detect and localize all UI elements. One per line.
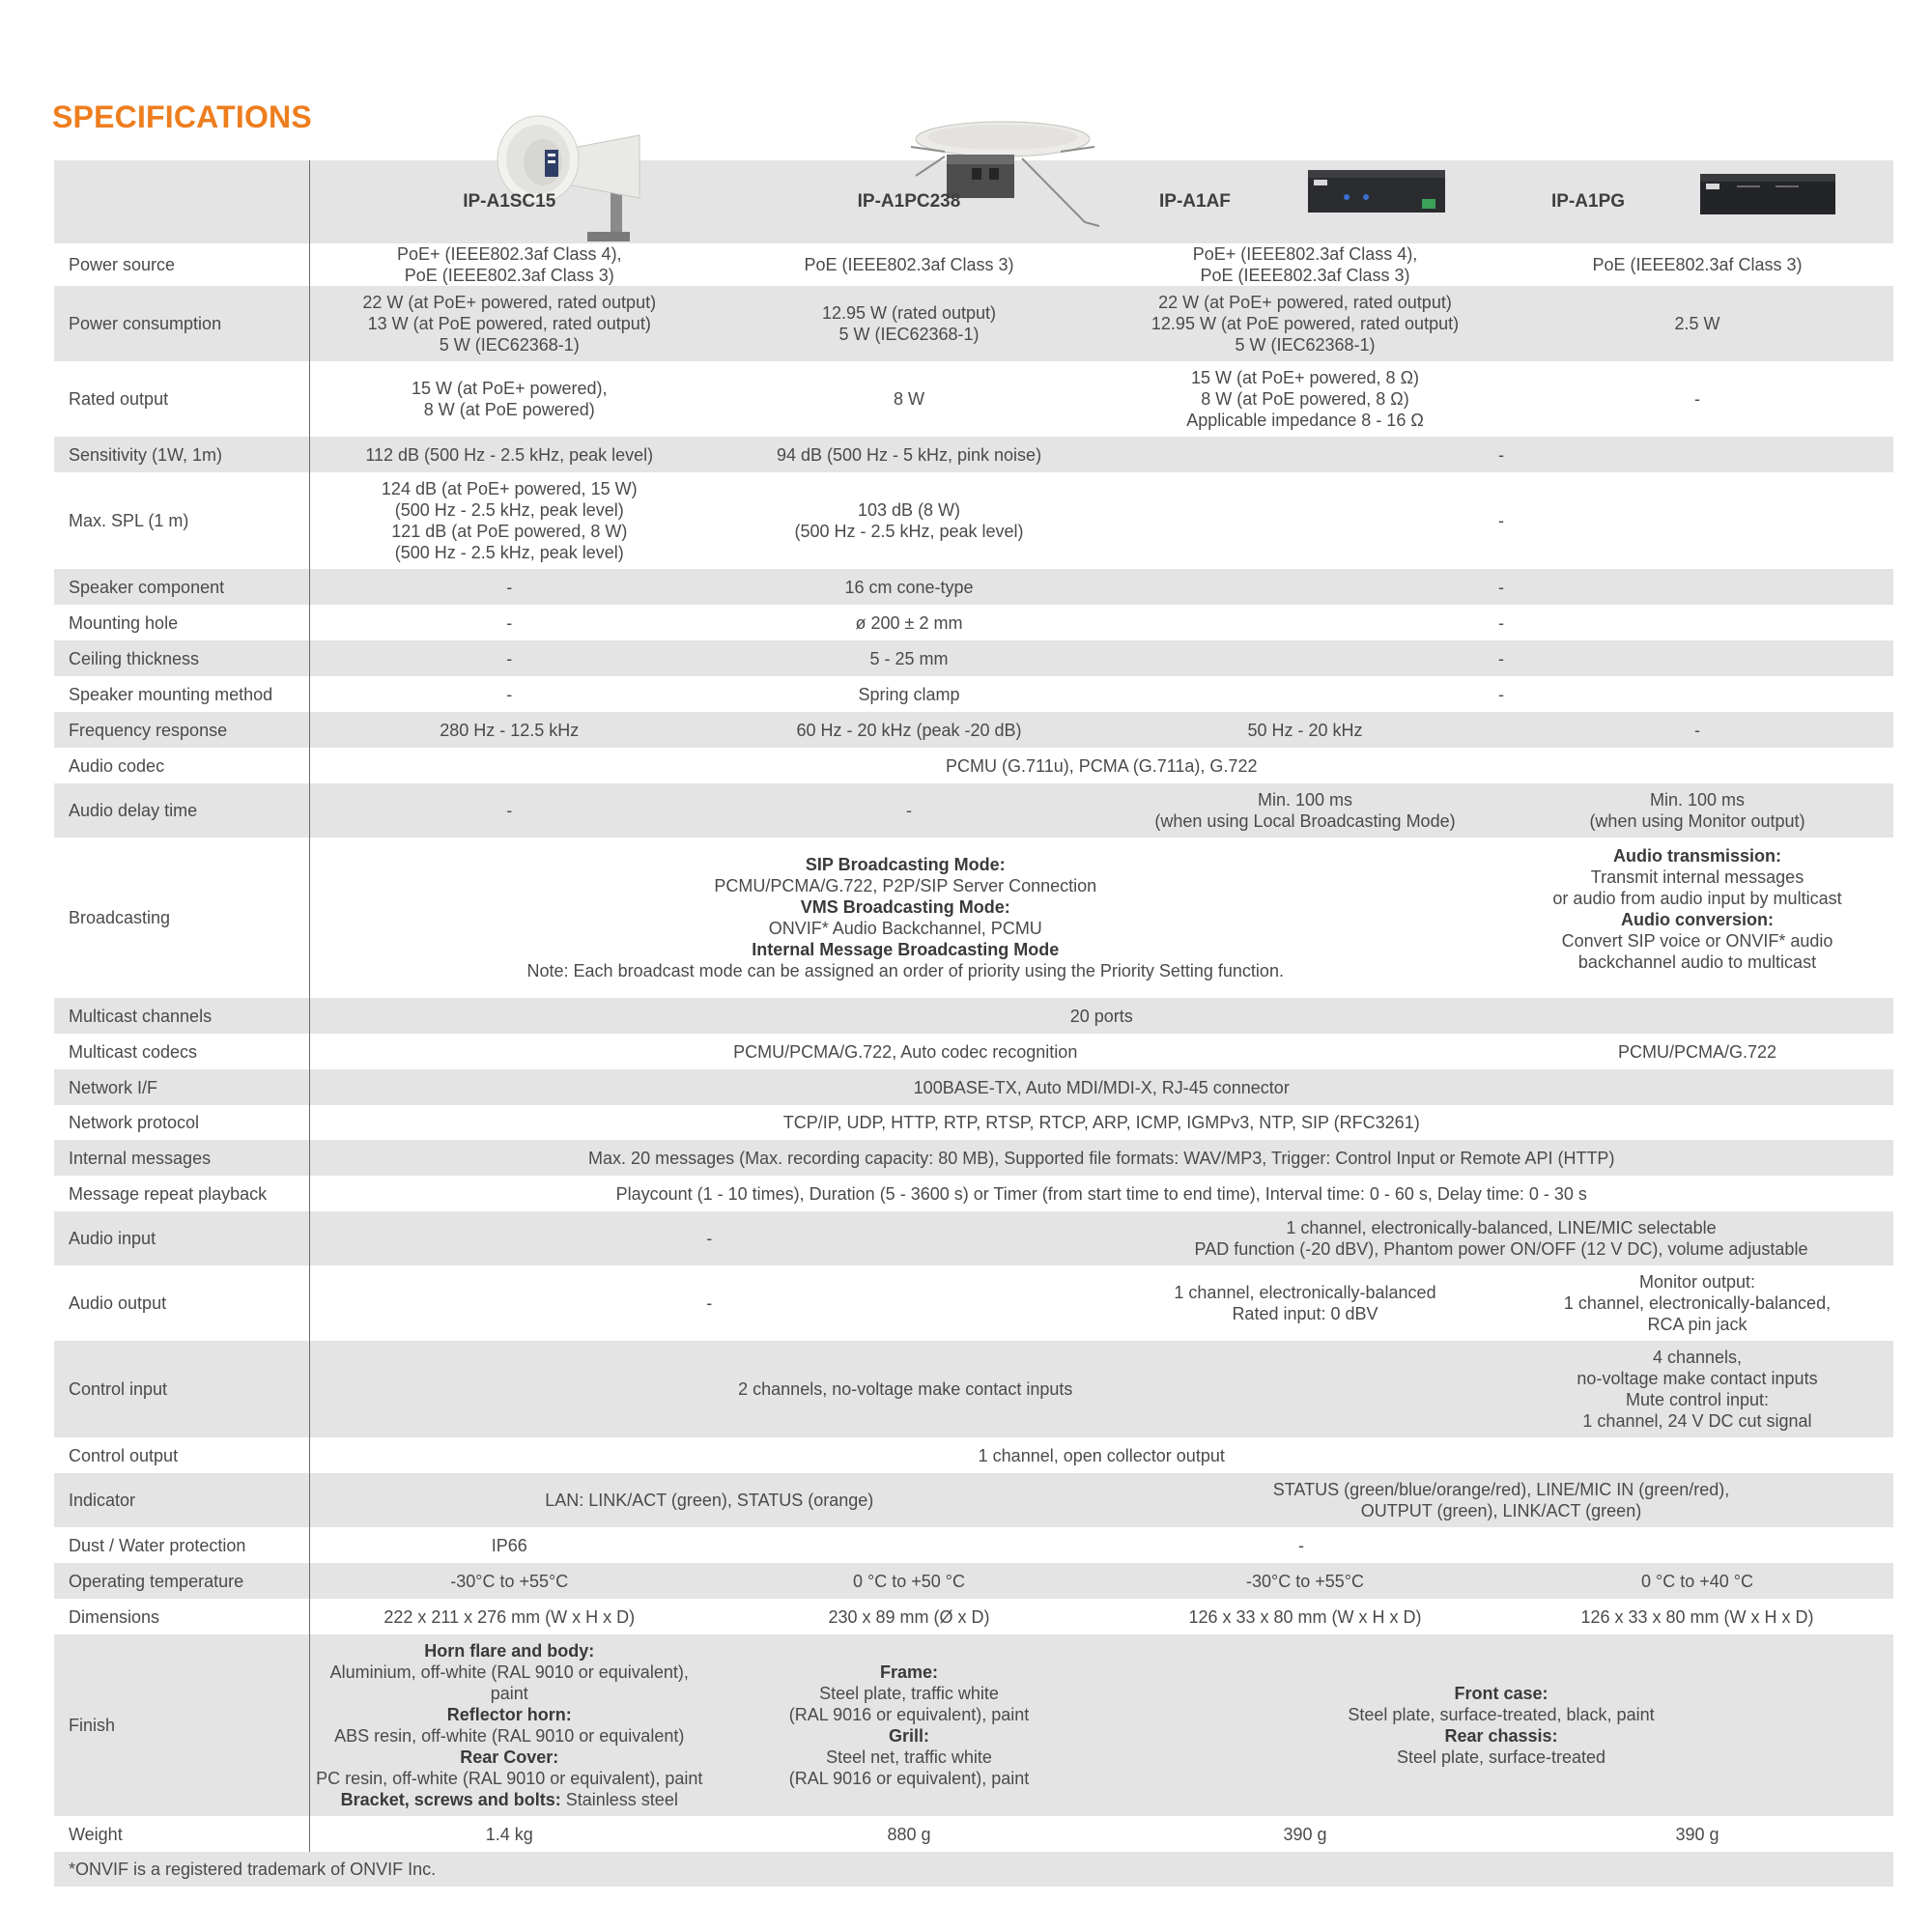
row-dust-water	[54, 1527, 1893, 1563]
spec-value: -	[1501, 712, 1893, 748]
row-audio-codec	[54, 748, 1893, 783]
row-speaker-component	[54, 569, 1893, 605]
value-line: 1 channel, electronically-balanced,	[1563, 1293, 1832, 1313]
spec-value: 1.4 kg	[309, 1816, 709, 1852]
row-weight	[54, 1816, 1893, 1852]
row-audio-output	[54, 1265, 1893, 1341]
spec-label: Multicast codecs	[54, 1034, 309, 1069]
spec-label: Power consumption	[54, 286, 309, 361]
value-line: PC resin, off-white (RAL 9010 or equivalent), paint	[316, 1769, 703, 1788]
spec-value: -	[309, 1211, 1109, 1265]
value-heading: Rear chassis:	[1444, 1726, 1558, 1746]
value-heading: VMS Broadcasting Mode:	[800, 897, 1010, 917]
spec-value: -	[1109, 676, 1893, 712]
value-line: 1 channel, electronically-balanced, LINE/MIC selectable	[1286, 1218, 1717, 1237]
value-line: 124 dB (at PoE+ powered, 15 W)	[381, 479, 638, 498]
value-line: Mute control input:	[1625, 1390, 1770, 1409]
spec-label: Dust / Water protection	[54, 1527, 309, 1563]
spec-value: 2.5 W	[1501, 286, 1893, 361]
spec-label: Network protocol	[54, 1105, 309, 1140]
value-line: (500 Hz - 2.5 kHz, peak level)	[794, 522, 1024, 541]
value-heading: Grill:	[888, 1726, 929, 1746]
page-title: SPECIFICATIONS	[52, 99, 312, 134]
spec-label: Speaker mounting method	[54, 676, 309, 712]
spec-label: Mounting hole	[54, 605, 309, 640]
value-heading: Audio transmission:	[1612, 846, 1781, 866]
spec-value	[1109, 243, 1501, 286]
value-line: 5 W (IEC62368-1)	[1235, 335, 1376, 355]
spec-label: Frequency response	[54, 712, 309, 748]
footnote: *ONVIF is a registered trademark of ONVIF Inc.	[54, 1852, 1893, 1887]
value-heading: Front case:	[1454, 1684, 1548, 1703]
spec-label: Power source	[54, 243, 309, 286]
spec-value	[1109, 783, 1501, 838]
specifications-table	[54, 160, 1893, 1887]
value-line: PAD function (-20 dBV), Phantom power ON/OFF (12 V DC), volume adjustable	[1194, 1239, 1808, 1259]
spec-label: Audio codec	[54, 748, 309, 783]
spec-value: PCMU/PCMA/G.722	[1501, 1034, 1893, 1069]
value-line: Steel net, traffic white	[826, 1747, 992, 1767]
row-audio-delay	[54, 783, 1893, 838]
spec-value	[1109, 361, 1501, 437]
value-line: Transmit internal messages	[1590, 867, 1804, 887]
spec-value: -	[1109, 472, 1893, 569]
value-line: PoE (IEEE802.3af Class 3)	[404, 266, 614, 285]
spec-value	[1109, 1634, 1893, 1816]
row-mounting-hole	[54, 605, 1893, 640]
row-finish	[54, 1634, 1893, 1816]
value-line: Steel plate, surface-treated	[1396, 1747, 1606, 1767]
value-heading: Audio conversion:	[1620, 910, 1774, 929]
row-operating-temperature	[54, 1563, 1893, 1599]
spec-value: -	[1109, 640, 1893, 676]
spec-value: -	[309, 1265, 1109, 1341]
value-line: ABS resin, off-white (RAL 9010 or equivalent)	[334, 1726, 685, 1746]
spec-label: Max. SPL (1 m)	[54, 472, 309, 569]
spec-value: 5 - 25 mm	[709, 640, 1109, 676]
value-text: Stainless steel	[560, 1790, 678, 1809]
value-heading: Internal Message Broadcasting Mode	[752, 940, 1060, 959]
spec-value: Playcount (1 - 10 times), Duration (5 - 3600 s) or Timer (from start time to end time), Interval time: 0 - 60 s, Delay time: 0 - 30 s	[309, 1176, 1893, 1211]
spec-value: PCMU/PCMA/G.722, Auto codec recognition	[309, 1034, 1501, 1069]
spec-label: Broadcasting	[54, 838, 309, 998]
row-mounting-method	[54, 676, 1893, 712]
row-dimensions	[54, 1599, 1893, 1634]
spec-label: Dimensions	[54, 1599, 309, 1634]
value-line: or audio from audio input by multicast	[1552, 889, 1842, 908]
value-line: OUTPUT (green), LINK/ACT (green)	[1360, 1501, 1642, 1520]
row-max-spl	[54, 472, 1893, 569]
row-ceiling-thickness	[54, 640, 1893, 676]
row-rated-output	[54, 361, 1893, 437]
spec-value: ø 200 ± 2 mm	[709, 605, 1109, 640]
spec-label: Ceiling thickness	[54, 640, 309, 676]
row-control-output	[54, 1437, 1893, 1473]
row-indicator	[54, 1473, 1893, 1527]
spec-value: PoE (IEEE802.3af Class 3)	[1501, 243, 1893, 286]
value-line: 8 W (at PoE powered, 8 Ω)	[1201, 389, 1409, 409]
value-line	[310, 1789, 710, 1810]
spec-value: -	[1109, 605, 1893, 640]
spec-value	[1109, 1265, 1501, 1341]
spec-value	[1109, 1473, 1893, 1527]
value-line: (500 Hz - 2.5 kHz, peak level)	[394, 500, 624, 520]
spec-value: 390 g	[1501, 1816, 1893, 1852]
spec-value: 126 x 33 x 80 mm (W x H x D)	[1501, 1599, 1893, 1634]
value-line: 8 W (at PoE powered)	[423, 400, 595, 419]
value-line: (when using Local Broadcasting Mode)	[1154, 811, 1456, 831]
spec-value	[1501, 1265, 1893, 1341]
spec-value: PCMU (G.711u), PCMA (G.711a), G.722	[309, 748, 1893, 783]
spec-value	[1501, 838, 1893, 998]
spec-value: 8 W	[709, 361, 1109, 437]
spec-value: 50 Hz - 20 kHz	[1109, 712, 1501, 748]
row-power-source	[54, 243, 1893, 286]
value-heading: Horn flare and body:	[424, 1641, 595, 1661]
value-line: Min. 100 ms	[1257, 790, 1353, 810]
model-name: IP-A1PC238	[857, 191, 961, 212]
spec-value	[709, 472, 1109, 569]
value-line: 103 dB (8 W)	[857, 500, 961, 520]
spec-value: 230 x 89 mm (Ø x D)	[709, 1599, 1109, 1634]
spec-value: -	[309, 605, 709, 640]
amplifier-unit-image	[1306, 166, 1447, 220]
spec-value	[1501, 1341, 1893, 1437]
value-line: (RAL 9016 or equivalent), paint	[788, 1769, 1030, 1788]
spec-label: Audio delay time	[54, 783, 309, 838]
value-line: 22 W (at PoE+ powered, rated output)	[362, 293, 657, 312]
value-line: no-voltage make contact inputs	[1577, 1369, 1818, 1388]
value-line: 15 W (at PoE+ powered, 8 Ω)	[1190, 368, 1420, 387]
spec-label: Rated output	[54, 361, 309, 437]
spec-value: LAN: LINK/ACT (green), STATUS (orange)	[309, 1473, 1109, 1527]
spec-value: -	[309, 569, 709, 605]
spec-value	[309, 472, 709, 569]
row-internal-messages	[54, 1140, 1893, 1176]
value-line: (RAL 9016 or equivalent), paint	[788, 1705, 1030, 1724]
spec-value: PoE (IEEE802.3af Class 3)	[709, 243, 1109, 286]
value-line: backchannel audio to multicast	[1577, 952, 1817, 972]
spec-value: -	[309, 676, 709, 712]
spec-value: 100BASE-TX, Auto MDI/MDI-X, RJ-45 connector	[309, 1069, 1893, 1105]
value-line: Min. 100 ms	[1649, 790, 1746, 810]
spec-value: 0 °C to +50 °C	[709, 1563, 1109, 1599]
spec-value: 390 g	[1109, 1816, 1501, 1852]
spec-value	[309, 1634, 709, 1816]
value-line: PoE+ (IEEE802.3af Class 4),	[396, 244, 622, 264]
value-line: 5 W (IEC62368-1)	[439, 335, 580, 355]
model-name: IP-A1PG	[1551, 191, 1626, 212]
row-repeat-playback	[54, 1176, 1893, 1211]
value-note: Note: Each broadcast mode can be assigned an order of priority using the Priority Setting function.	[526, 961, 1284, 980]
spec-value: 112 dB (500 Hz - 2.5 kHz, peak level)	[309, 437, 709, 472]
spec-value: 16 cm cone-type	[709, 569, 1109, 605]
value-line: Aluminium, off-white (RAL 9010 or equivalent), paint	[329, 1662, 689, 1703]
spec-label: Control input	[54, 1341, 309, 1437]
value-line: 1 channel, electronically-balanced	[1174, 1283, 1436, 1302]
row-frequency-response	[54, 712, 1893, 748]
spec-value	[1109, 286, 1501, 361]
model-name: IP-A1SC15	[463, 191, 556, 212]
value-line: Rated input: 0 dBV	[1232, 1304, 1378, 1323]
spec-value: -	[1109, 569, 1893, 605]
row-broadcasting	[54, 838, 1893, 998]
spec-value: 280 Hz - 12.5 kHz	[309, 712, 709, 748]
value-heading: Reflector horn:	[446, 1705, 572, 1724]
spec-label: Finish	[54, 1634, 309, 1816]
value-line: Monitor output:	[1638, 1272, 1756, 1292]
spec-value: -	[1501, 361, 1893, 437]
spec-value: -	[309, 783, 709, 838]
header-label-cell	[54, 160, 309, 243]
spec-label: Sensitivity (1W, 1m)	[54, 437, 309, 472]
footnote-row	[54, 1852, 1893, 1887]
paging-gateway-image	[1698, 172, 1837, 218]
value-line: PCMU/PCMA/G.722, P2P/SIP Server Connection	[714, 876, 1097, 895]
spec-value: 94 dB (500 Hz - 5 kHz, pink noise)	[709, 437, 1109, 472]
value-heading: Frame:	[879, 1662, 939, 1682]
spec-value	[309, 838, 1501, 998]
spec-value: 880 g	[709, 1816, 1109, 1852]
spec-value: Max. 20 messages (Max. recording capacity: 80 MB), Supported file formats: WAV/MP3, Trigger: Control Input or Remote API (HTTP)	[309, 1140, 1893, 1176]
spec-value: 126 x 33 x 80 mm (W x H x D)	[1109, 1599, 1501, 1634]
spec-value: 60 Hz - 20 kHz (peak -20 dB)	[709, 712, 1109, 748]
value-line: (when using Monitor output)	[1589, 811, 1805, 831]
row-network-protocol	[54, 1105, 1893, 1140]
spec-label: Operating temperature	[54, 1563, 309, 1599]
spec-value: -	[709, 1527, 1893, 1563]
spec-value: -	[309, 640, 709, 676]
spec-value	[309, 361, 709, 437]
spec-value	[309, 286, 709, 361]
row-multicast-codecs	[54, 1034, 1893, 1069]
spec-value: -30°C to +55°C	[309, 1563, 709, 1599]
spec-label: Speaker component	[54, 569, 309, 605]
spec-value	[1501, 783, 1893, 838]
model-name: IP-A1AF	[1159, 191, 1231, 212]
value-line: 5 W (IEC62368-1)	[838, 325, 980, 344]
row-multicast-channels	[54, 998, 1893, 1034]
row-network-if	[54, 1069, 1893, 1105]
ceiling-speaker-image	[906, 118, 1099, 232]
spec-label: Audio output	[54, 1265, 309, 1341]
spec-value: 222 x 211 x 276 mm (W x H x D)	[309, 1599, 709, 1634]
value-heading: Rear Cover:	[460, 1747, 559, 1767]
row-power-consumption	[54, 286, 1893, 361]
spec-label: Message repeat playback	[54, 1176, 309, 1211]
spec-value: Spring clamp	[709, 676, 1109, 712]
value-line: RCA pin jack	[1647, 1315, 1747, 1334]
spec-value: -30°C to +55°C	[1109, 1563, 1501, 1599]
value-line: 15 W (at PoE+ powered),	[411, 379, 608, 398]
spec-value: 20 ports	[309, 998, 1893, 1034]
value-line: Convert SIP voice or ONVIF* audio	[1561, 931, 1833, 951]
value-line: PoE+ (IEEE802.3af Class 4),	[1192, 244, 1418, 264]
horn-speaker-image	[495, 106, 654, 251]
value-line: 121 dB (at PoE powered, 8 W)	[391, 522, 628, 541]
spec-label: Multicast channels	[54, 998, 309, 1034]
value-line: 4 channels,	[1652, 1348, 1743, 1367]
spec-value: -	[709, 783, 1109, 838]
value-line: Steel plate, surface-treated, black, paint	[1348, 1705, 1655, 1724]
value-line: (500 Hz - 2.5 kHz, peak level)	[394, 543, 624, 562]
value-heading: SIP Broadcasting Mode:	[805, 855, 1006, 874]
row-control-input	[54, 1341, 1893, 1437]
row-sensitivity	[54, 437, 1893, 472]
value-line: Applicable impedance 8 - 16 Ω	[1186, 411, 1424, 430]
spec-label: Indicator	[54, 1473, 309, 1527]
spec-label: Network I/F	[54, 1069, 309, 1105]
value-line: STATUS (green/blue/orange/red), LINE/MIC IN (green/red),	[1272, 1480, 1730, 1499]
spec-label: Control output	[54, 1437, 309, 1473]
value-heading: Bracket, screws and bolts:	[340, 1790, 561, 1809]
spec-label: Audio input	[54, 1211, 309, 1265]
spec-value: 0 °C to +40 °C	[1501, 1563, 1893, 1599]
spec-value: TCP/IP, UDP, HTTP, RTP, RTSP, RTCP, ARP, ICMP, IGMPv3, NTP, SIP (RFC3261)	[309, 1105, 1893, 1140]
spec-value	[1109, 1211, 1893, 1265]
spec-value: -	[1109, 437, 1893, 472]
spec-value: 1 channel, open collector output	[309, 1437, 1893, 1473]
value-line: Steel plate, traffic white	[819, 1684, 999, 1703]
value-line: 1 channel, 24 V DC cut signal	[1582, 1411, 1812, 1431]
spec-value: 2 channels, no-voltage make contact inputs	[309, 1341, 1501, 1437]
spec-value: IP66	[309, 1527, 709, 1563]
spec-label: Internal messages	[54, 1140, 309, 1176]
spec-value	[709, 1634, 1109, 1816]
value-line: PoE (IEEE802.3af Class 3)	[1200, 266, 1410, 285]
row-audio-input	[54, 1211, 1893, 1265]
spec-value	[709, 286, 1109, 361]
value-line: 13 W (at PoE powered, rated output)	[367, 314, 651, 333]
value-line: ONVIF* Audio Backchannel, PCMU	[768, 919, 1042, 938]
value-line: 22 W (at PoE+ powered, rated output)	[1158, 293, 1452, 312]
value-line: 12.95 W (at PoE powered, rated output)	[1151, 314, 1460, 333]
value-line: 12.95 W (rated output)	[821, 303, 997, 323]
spec-label: Weight	[54, 1816, 309, 1852]
